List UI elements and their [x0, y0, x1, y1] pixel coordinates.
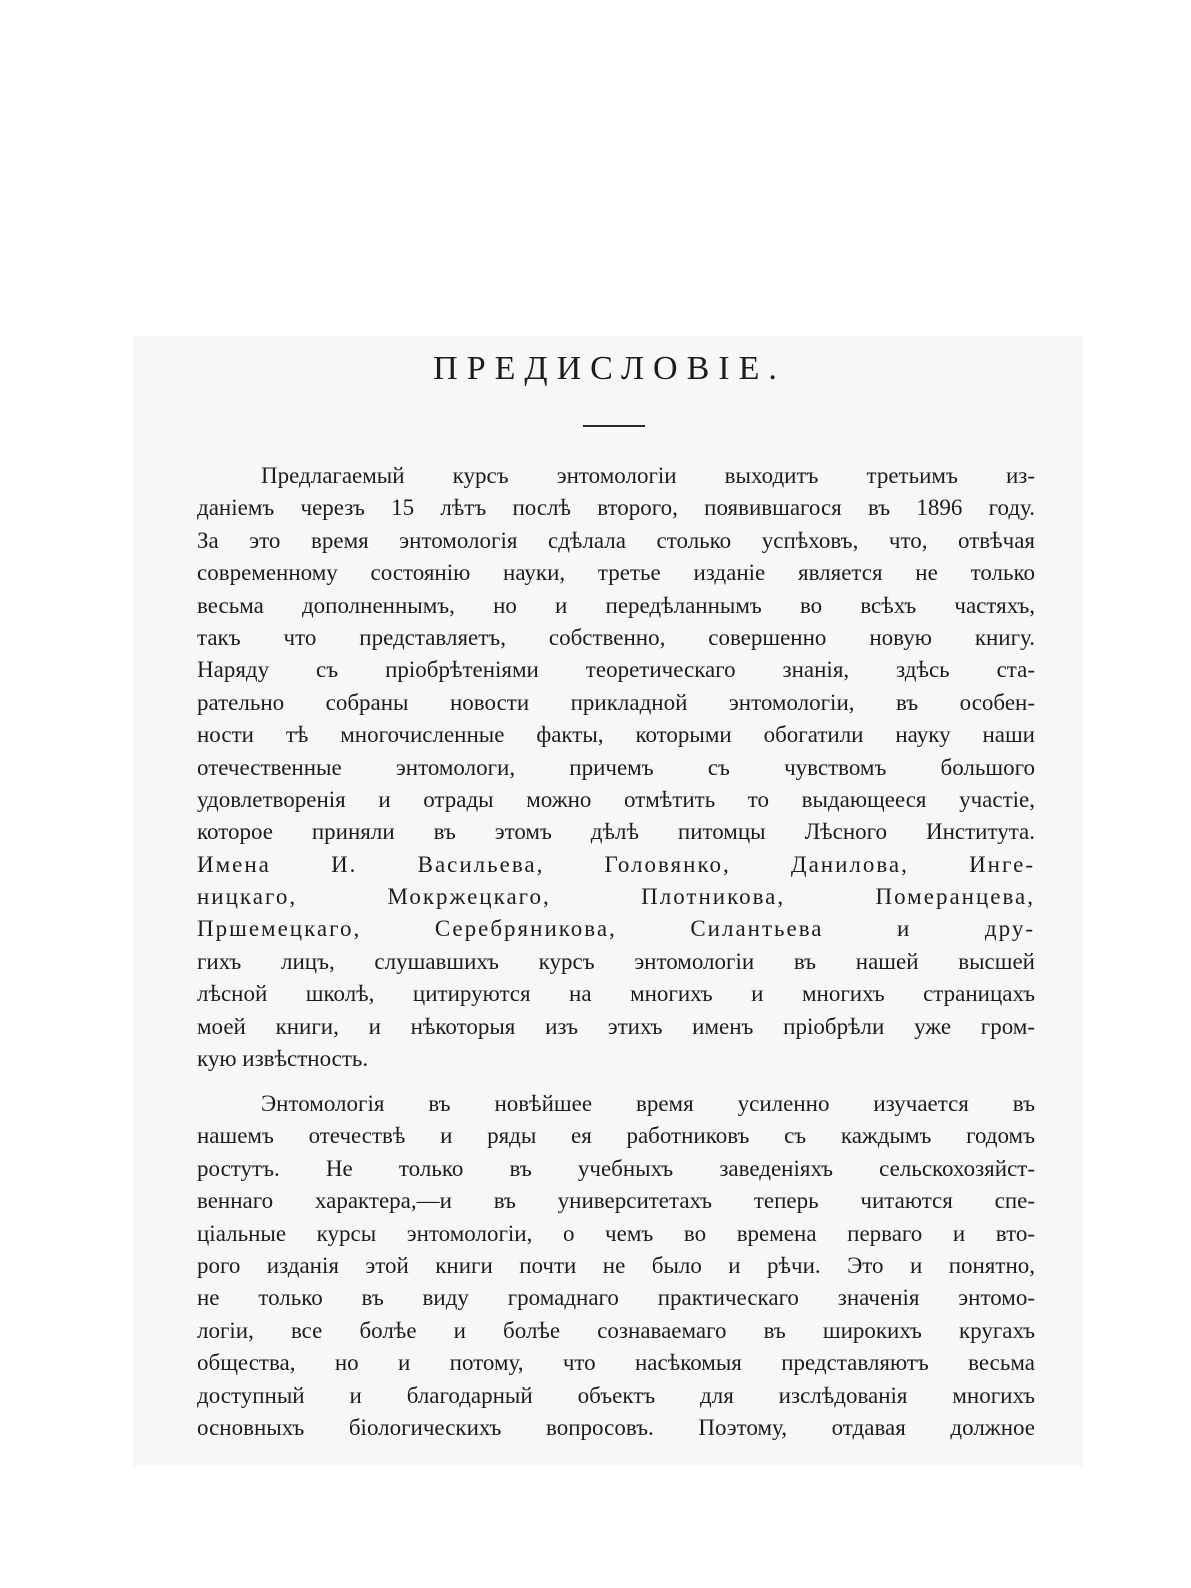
page-title: ПРЕДИСЛОВІЕ. [433, 350, 786, 387]
text-line: даніемъ черезъ 15 лѣтъ послѣ второго, появившагося въ 1896 году. [197, 495, 1035, 521]
text-line: ности тѣ многочисленные факты, которыми обогатили науку наши [197, 722, 1035, 748]
text-line: Наряду съ пріобрѣтеніями теоретическаго знанія, здѣсь ста- [197, 657, 1035, 683]
text-line: общества, но и потому, что насѣкомыя представляютъ весьма [197, 1350, 1035, 1376]
text-line: кую извѣстность. [197, 1046, 369, 1072]
text-line: которое приняли въ этомъ дѣлѣ питомцы Лѣсного Института. [197, 819, 1035, 845]
text-line: нашемъ отечествѣ и ряды ея работниковъ съ каждымъ годомъ [197, 1123, 1035, 1149]
text-line-names: ницкаго, Мокржецкаго, Плотникова, Померанцева, [197, 884, 1035, 910]
text-line: веннаго характера,—и въ университетахъ теперь читаются спе- [197, 1188, 1035, 1214]
title-divider [583, 425, 645, 427]
paragraph-2 [197, 1088, 1035, 1444]
text-line: Предлагаемый курсъ энтомологіи выходитъ третьимъ из- [261, 463, 1035, 488]
text-line-names: Пршемецкаго, Серебряникова, Силантьева и дру- [197, 916, 1035, 942]
text-line: отечественные энтомологи, причемъ съ чувствомъ большого [197, 754, 1035, 780]
text-line: лѣсной школѣ, цитируются на многихъ и многихъ страницахъ [197, 981, 1035, 1007]
text-line-names: Имена И. Васильева, Головянко, Данилова, Инге- [197, 851, 1035, 877]
text-line: Энтомологія въ новѣйшее время усиленно изучается въ [261, 1091, 1035, 1116]
text-line: весьма дополненнымъ, но и передѣланнымъ во всѣхъ частяхъ, [197, 592, 1035, 618]
text-line: ростутъ. Не только въ учебныхъ заведеніяхъ сельскохозяйст- [197, 1155, 1035, 1181]
text-line: гихъ лицъ, слушавшихъ курсъ энтомологіи въ нашей высшей [197, 948, 1035, 974]
text-line: современному состоянію науки, третье изданіе является не только [197, 560, 1035, 586]
text-line: удовлетворенія и отрады можно отмѣтить то выдающееся участіе, [197, 786, 1035, 812]
text-line: такъ что представляетъ, собственно, совершенно новую книгу. [197, 624, 1035, 650]
text-line: За это время энтомологія сдѣлала столько успѣховъ, что, отвѣчая [197, 527, 1035, 553]
text-line: ціальные курсы энтомологіи, о чемъ во времена перваго и вто- [197, 1220, 1035, 1246]
text-line: моей книги, и нѣкоторыя изъ этихъ именъ пріобрѣли уже гром- [197, 1013, 1035, 1039]
paragraph-1 [197, 460, 1035, 1075]
text-line: рого изданія этой книги почти не было и рѣчи. Это и понятно, [197, 1252, 1035, 1278]
text-line: основныхъ біологическихъ вопросовъ. Поэтому, отдавая должное [197, 1414, 1035, 1440]
text-line: доступный и благодарный объектъ для изслѣдованія многихъ [197, 1382, 1035, 1408]
text-line: рательно собраны новости прикладной энтомологіи, въ особен- [197, 689, 1035, 715]
text-line: не только въ виду громаднаго практическаго значенія энтомо- [197, 1285, 1035, 1311]
text-line: логіи, все болѣе и болѣе сознаваемаго въ широкихъ кругахъ [197, 1317, 1035, 1343]
